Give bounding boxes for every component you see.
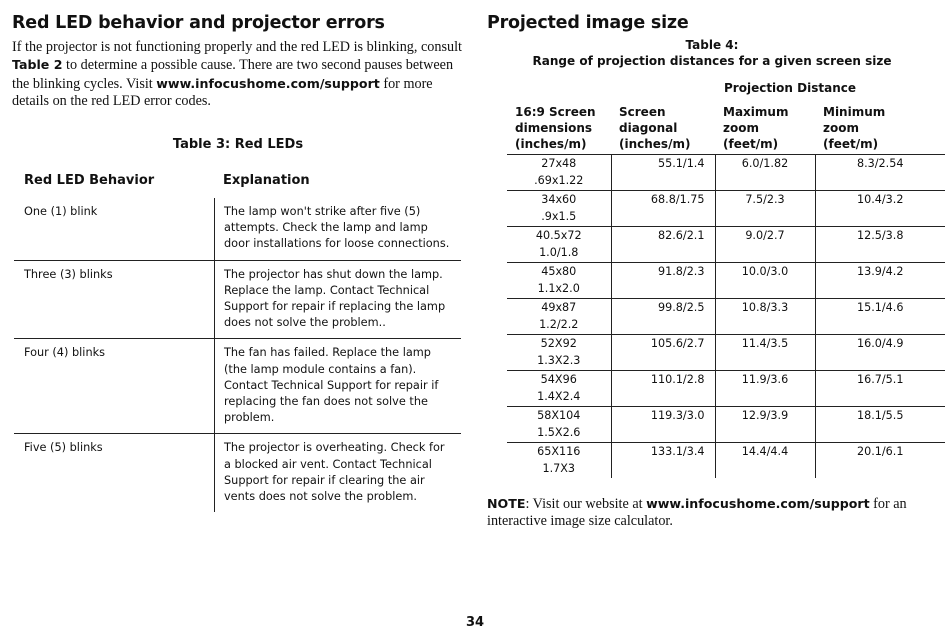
- diagonal-cell: 91.8/2.3: [611, 263, 715, 299]
- diagonal-cell: 110.1/2.8: [611, 371, 715, 407]
- table-row: [507, 155, 945, 191]
- dims-meters: 1.4X2.4: [537, 390, 581, 403]
- diagonal-cell: 119.3/3.0: [611, 407, 715, 443]
- behavior-cell: One (1) blink: [24, 205, 98, 218]
- dims-meters: 1.3X2.3: [537, 354, 581, 367]
- dims-inches: 27x48: [541, 157, 577, 170]
- header-line: zoom: [723, 121, 759, 135]
- max-zoom-cell: 12.9/3.9: [715, 407, 815, 443]
- dims-meters: .69x1.22: [534, 174, 584, 187]
- dims-inches: 54X96: [540, 373, 577, 386]
- table-row: [14, 434, 461, 512]
- header-line: zoom: [823, 121, 859, 135]
- min-zoom-cell: 10.4/3.2: [815, 191, 945, 227]
- column-header-maximum-zoom: [715, 102, 815, 155]
- header-line: (inches/m): [515, 137, 587, 151]
- table-2-reference: Table 2: [12, 57, 63, 73]
- explanation-cell: The lamp won't strike after five (5) attempts. Check the lamp and lamp door installations for loose connections.: [215, 198, 462, 260]
- section-title-red-led: Red LED behavior and projector errors: [12, 13, 385, 33]
- diagonal-cell: 82.6/2.1: [611, 227, 715, 263]
- dimensions-cell: [507, 407, 611, 443]
- support-url: www.infocushome.com/support: [156, 75, 380, 91]
- column-header-explanation: Explanation: [223, 173, 310, 188]
- explanation-cell: The fan has failed. Replace the lamp (the lamp module contains a fan). Contact Technical Support for repair if replacing the fan does not solve the problem.: [215, 339, 462, 434]
- table-row: [507, 299, 945, 335]
- header-line: Maximum: [723, 105, 789, 119]
- diagonal-cell: 55.1/1.4: [611, 155, 715, 191]
- table-row: [507, 371, 945, 407]
- behavior-cell: Three (3) blinks: [14, 260, 215, 339]
- max-zoom-cell: 11.4/3.5: [715, 335, 815, 371]
- table-row: [14, 260, 461, 339]
- header-line: Screen: [619, 105, 666, 119]
- dimensions-cell: [507, 227, 611, 263]
- table-row: [507, 227, 945, 263]
- max-zoom-cell: 7.5/2.3: [715, 191, 815, 227]
- red-led-table: [14, 198, 461, 512]
- intro-paragraph: [12, 39, 464, 110]
- projection-distance-header: Projection Distance: [724, 81, 856, 95]
- table-row: [507, 191, 945, 227]
- dims-meters: 1.0/1.8: [539, 246, 579, 259]
- dims-inches: 58X104: [537, 409, 581, 422]
- column-header-dimensions: [507, 102, 611, 155]
- dims-inches: 49x87: [541, 301, 577, 314]
- table-4-label: Table 4:: [685, 38, 739, 52]
- header-line: (inches/m): [619, 137, 691, 151]
- max-zoom-cell: 9.0/2.7: [715, 227, 815, 263]
- diagonal-cell: 68.8/1.75: [611, 191, 715, 227]
- explanation-cell: The projector has shut down the lamp. Replace the lamp. Contact Technical Support for repair if replacing the lamp does not solve the problem..: [215, 260, 462, 339]
- header-line: (feet/m): [723, 137, 779, 151]
- table-row: [507, 407, 945, 443]
- max-zoom-cell: 6.0/1.82: [715, 155, 815, 191]
- min-zoom-cell: 15.1/4.6: [815, 299, 945, 335]
- dimensions-cell: [507, 335, 611, 371]
- dims-meters: 1.7X3: [542, 462, 576, 475]
- table-row: [507, 335, 945, 371]
- dimensions-cell: [507, 299, 611, 335]
- table-row: [14, 198, 461, 260]
- diagonal-cell: 133.1/3.4: [611, 443, 715, 479]
- min-zoom-cell: 20.1/6.1: [815, 443, 945, 479]
- behavior-cell: Five (5) blinks: [14, 434, 215, 512]
- dims-inches: 34x60: [541, 193, 577, 206]
- table-4-description: Range of projection distances for a given screen size: [532, 54, 892, 68]
- behavior-cell: Four (4) blinks: [14, 339, 215, 434]
- note-paragraph: [487, 495, 942, 531]
- intro-text-2: to determine a possible cause. There are two second pauses between the blinking cycles. Visit: [12, 57, 454, 92]
- dims-inches: 65X116: [537, 445, 581, 458]
- min-zoom-cell: 8.3/2.54: [815, 155, 945, 191]
- intro-text-3: for more details on the red LED error codes.: [12, 75, 433, 109]
- dimensions-cell: [507, 443, 611, 479]
- max-zoom-cell: 11.9/3.6: [715, 371, 815, 407]
- intro-text-1: If the projector is not functioning properly and the red LED is blinking, consult: [12, 39, 462, 55]
- page-number: 34: [465, 615, 485, 630]
- dims-meters: .9x1.5: [541, 210, 577, 223]
- header-line: (feet/m): [823, 137, 879, 151]
- dims-meters: 1.5X2.6: [537, 426, 581, 439]
- table-row: [507, 443, 945, 479]
- table-row: [507, 263, 945, 299]
- dims-inches: 45x80: [541, 265, 577, 278]
- column-header-diagonal: [611, 102, 715, 155]
- column-header-behavior: Red LED Behavior: [24, 173, 155, 188]
- diagonal-cell: 99.8/2.5: [611, 299, 715, 335]
- projection-table: [507, 102, 945, 478]
- diagonal-cell: 105.6/2.7: [611, 335, 715, 371]
- table-row: [14, 339, 461, 434]
- header-row: [507, 102, 945, 155]
- note-label: NOTE: [487, 496, 526, 511]
- min-zoom-cell: 18.1/5.5: [815, 407, 945, 443]
- dims-inches: 52X92: [540, 337, 577, 350]
- max-zoom-cell: 10.8/3.3: [715, 299, 815, 335]
- header-line: diagonal: [619, 121, 678, 135]
- header-line: 16:9 Screen: [515, 105, 596, 119]
- note-text-1: : Visit our website at: [525, 496, 647, 512]
- min-zoom-cell: 12.5/3.8: [815, 227, 945, 263]
- section-title-image-size: Projected image size: [487, 13, 689, 33]
- note-support-url: www.infocushome.com/support: [646, 496, 870, 511]
- max-zoom-cell: 10.0/3.0: [715, 263, 815, 299]
- min-zoom-cell: 16.0/4.9: [815, 335, 945, 371]
- dims-inches: 40.5x72: [535, 229, 582, 242]
- table-3-caption: Table 3: Red LEDs: [172, 137, 304, 152]
- column-header-minimum-zoom: [815, 102, 945, 155]
- dimensions-cell: [507, 371, 611, 407]
- dimensions-cell: [507, 263, 611, 299]
- min-zoom-cell: 16.7/5.1: [815, 371, 945, 407]
- dims-meters: 1.1x2.0: [537, 282, 580, 295]
- max-zoom-cell: 14.4/4.4: [715, 443, 815, 479]
- dims-meters: 1.2/2.2: [539, 318, 579, 331]
- dimensions-cell: [507, 191, 611, 227]
- note-text-2: for an interactive image size calculator.: [487, 496, 907, 530]
- dimensions-cell: [507, 155, 611, 191]
- explanation-cell: The projector is overheating. Check for a blocked air vent. Contact Technical Support for repair if clearing the air vents does not solve the problem.: [215, 434, 462, 512]
- header-line: dimensions: [515, 121, 593, 135]
- header-line: Minimum: [823, 105, 886, 119]
- min-zoom-cell: 13.9/4.2: [815, 263, 945, 299]
- table-4-caption: [487, 37, 937, 69]
